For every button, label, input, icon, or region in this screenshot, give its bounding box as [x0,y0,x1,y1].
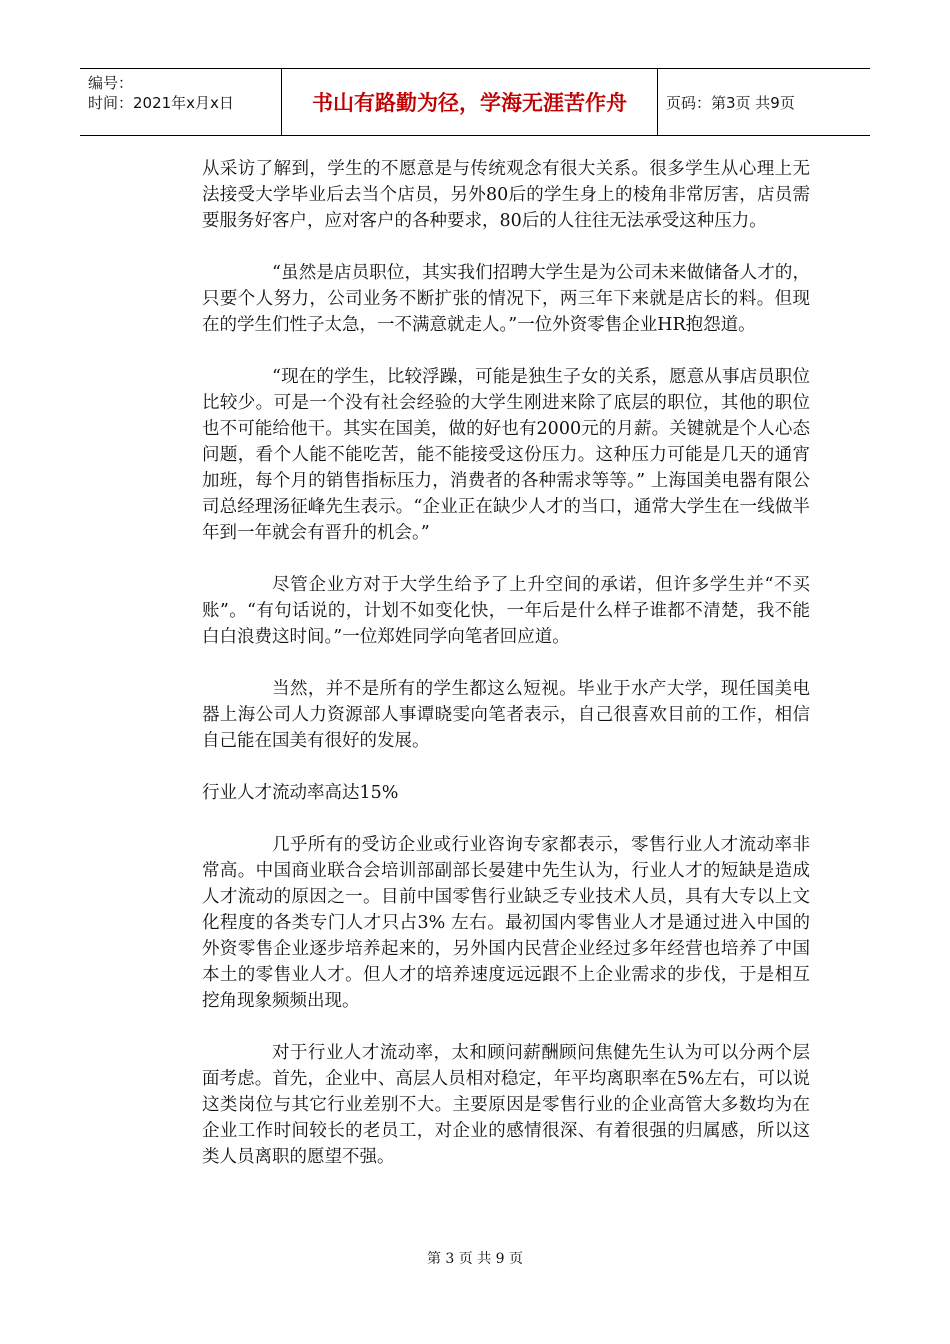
paragraph-5: 当然，并不是所有的学生都这么短视。毕业于水产大学，现任国美电器上海公司人力资源部人事谭晓雯向笔者表示，自己很喜欢目前的工作，相信自己能在国美有很好的发展。 [202,679,810,751]
document-time: 时间：2021年x月x日 [88,94,234,112]
paragraph-2: “虽然是店员职位，其实我们招聘大学生是为公司未来做储备人才的，只要个人努力，公司业务不断扩张的情况下，两三年下来就是店长的料。但现在的学生们性子太急，一不满意就走人。”一位外资零售企业HR抱怨道。 [202,263,810,335]
header-motto: 书山有路勤为径，学海无涯苦作舟 [282,69,658,135]
paragraph-7: 对于行业人才流动率，太和顾问薪酬顾问焦健先生认为可以分两个层面考虑。首先，企业中、高层人员相对稳定，年平均离职率在5%左右，可以说这类岗位与其它行业差别不大。主要原因是零售行业的企业高管大多数均为在企业工作时间较长的老员工，对企业的感情很深、有着很强的归属感，所以这类人员离职的愿望不强。 [202,1043,810,1167]
page-header [80,68,870,136]
page-footer: 第 3 页 共 9 页 [426,1251,524,1267]
paragraph-4: 尽管企业方对于大学生给予了上升空间的承诺，但许多学生并“不买账”。“有句话说的，计划不如变化快，一年后是什么样子谁都不清楚，我不能白白浪费这时间。”一位郑姓同学向笔者回应道。 [202,575,810,647]
paragraph-3: “现在的学生，比较浮躁，可能是独生子女的关系，愿意从事店员职位比较少。可是一个没有社会经验的大学生刚进来除了底层的职位，其他的职位也不可能给他干。其实在国美，做的好也有2000元的月薪。关键就是个人心态问题，看个人能不能吃苦，能不能接受这份压力。这种压力可能是几天的通宵加班，每个月的销售指标压力，消费者的各种需求等等。” 上海国美电器有限公司总经理汤征峰先生表示。“企业正在缺少人才的当口，通常大学生在一线做半年到一年就会有晋升的机会。” [202,367,810,543]
section-heading: 行业人才流动率高达15% [202,783,399,803]
header-page-number: 页码：第3页 共9页 [666,93,795,112]
paragraph-1: 从采访了解到，学生的不愿意是与传统观念有很大关系。很多学生从心理上无法接受大学毕业后去当个店员，另外80后的学生身上的棱角非常厉害，店员需要服务好客户，应对客户的各种要求，80后的人往往无法承受这种压力。 [202,159,810,231]
paragraph-6: 几乎所有的受访企业或行业咨询专家都表示，零售行业人才流动率非常高。中国商业联合会培训部副部长晏建中先生认为，行业人才的短缺是造成人才流动的原因之一。目前中国零售行业缺乏专业技术人员，具有大专以上文化程度的各类专门人才只占3% 左右。最初国内零售业人才是通过进入中国的外资零售企业逐步培养起来的，另外国内民营企业经过多年经营也培养了中国本土的零售业人才。但人才的培养速度远远跟不上企业需求的步伐，于是相互挖角现象频频出现。 [202,835,810,1011]
header-meta [80,69,282,135]
document-body [202,156,810,1196]
document-number: 编号： [88,74,134,92]
